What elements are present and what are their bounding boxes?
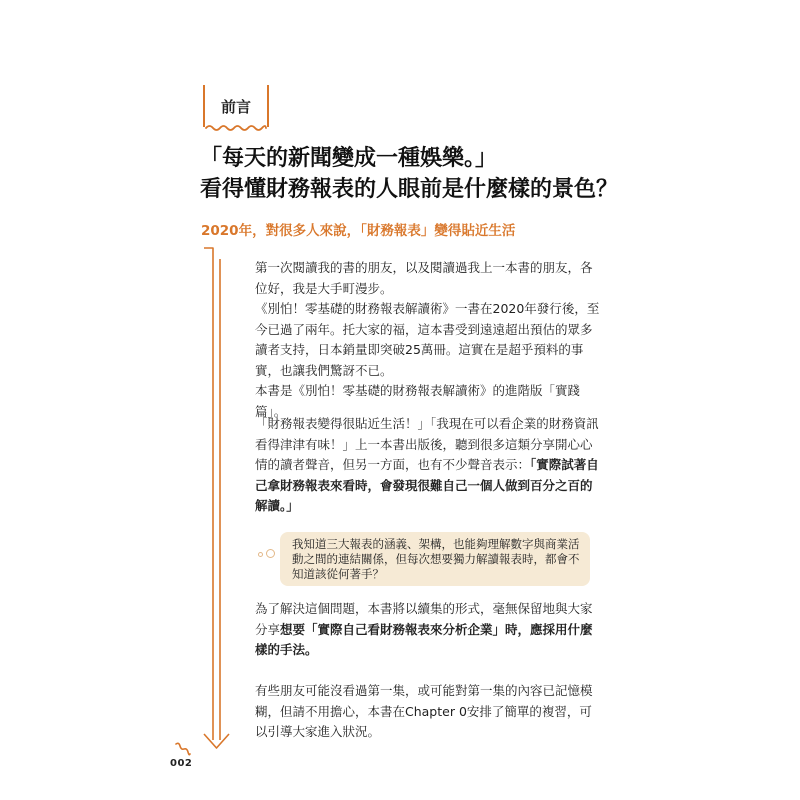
reader-concern-callout — [280, 532, 590, 586]
body-text-bold: 「實際試著自己拿財務報表來看時，會發現很難自己一個人做到百分之百的解讀。」 — [255, 457, 599, 513]
body-sentence: 有些朋友可能沒看過第一集，或可能對第一集的內容已記憶模糊，但請不用擔心，本書在Chapter 0安排了簡單的複習，可以引導大家進入狀況。 — [255, 683, 593, 739]
page-number: 002 — [170, 758, 193, 769]
preface-label: 前言 — [220, 98, 251, 116]
headline-line-2: 看得懂財務報表的人眼前是什麼樣的景色？ — [200, 177, 619, 202]
section-title: 2020年，對很多人來說，「財務報表」變得貼近生活 — [201, 223, 516, 239]
preface-label-box — [203, 85, 269, 127]
headline — [200, 143, 760, 205]
thought-bubble-large-icon — [266, 549, 275, 558]
body-sentence: 本書是《別怕！零基礎的財務報表解讀術》的進階版「實踐篇」。 — [255, 383, 581, 419]
body-text-normal: 「財務報表變得很貼近生活！」「我現在可以看企業的財務資訊看得津津有味！」上一本書出版後，聽到很多這類分享開心心情的讀者聲音，但另一方面，也有不少聲音表示： — [255, 416, 599, 472]
headline-line-1: 「每天的新聞變成一種娛樂。」 — [200, 146, 498, 171]
thought-bubble-small-icon — [258, 552, 263, 557]
body-text-bold: 想要「實際自己看財務報表來分析企業」 — [280, 621, 506, 637]
callout-text: 我知道三大報表的涵義、架構，也能夠理解數字與商業活動之間的連結關係，但每次想要獨力解讀報表時，都會不知道該從何著手？ — [292, 537, 580, 581]
page-number-wave-icon — [175, 742, 191, 756]
body-paragraph-3 — [255, 599, 601, 661]
body-text-normal: 為了解決這個問題，本書將以續集的形式，毫無保留地與大家分享 — [255, 601, 593, 637]
body-text-bold: 時， — [505, 621, 531, 637]
body-text-bold: 應採用什麼樣的手法。 — [255, 621, 593, 657]
body-sentence: 第一次閱讀我的書的朋友，以及閱讀過我上一本書的朋友，各位好，我是大手町漫步。 — [255, 260, 593, 296]
body-paragraph-1 — [255, 258, 601, 422]
body-paragraph-4 — [255, 681, 601, 743]
body-sentence: 《別怕！零基礎的財務報表解讀術》一書在2020年發行後，至今已過了兩年。托大家的福，這本書受到遠遠超出預估的眾多讀者支持，日本銷量即突破25萬冊。這實在是超乎預料的事實，也讓我們驚訝不已。 — [255, 301, 600, 378]
down-arrow-icon — [200, 246, 230, 752]
decorative-wave-icon — [205, 124, 267, 132]
body-paragraph-2 — [255, 414, 601, 517]
